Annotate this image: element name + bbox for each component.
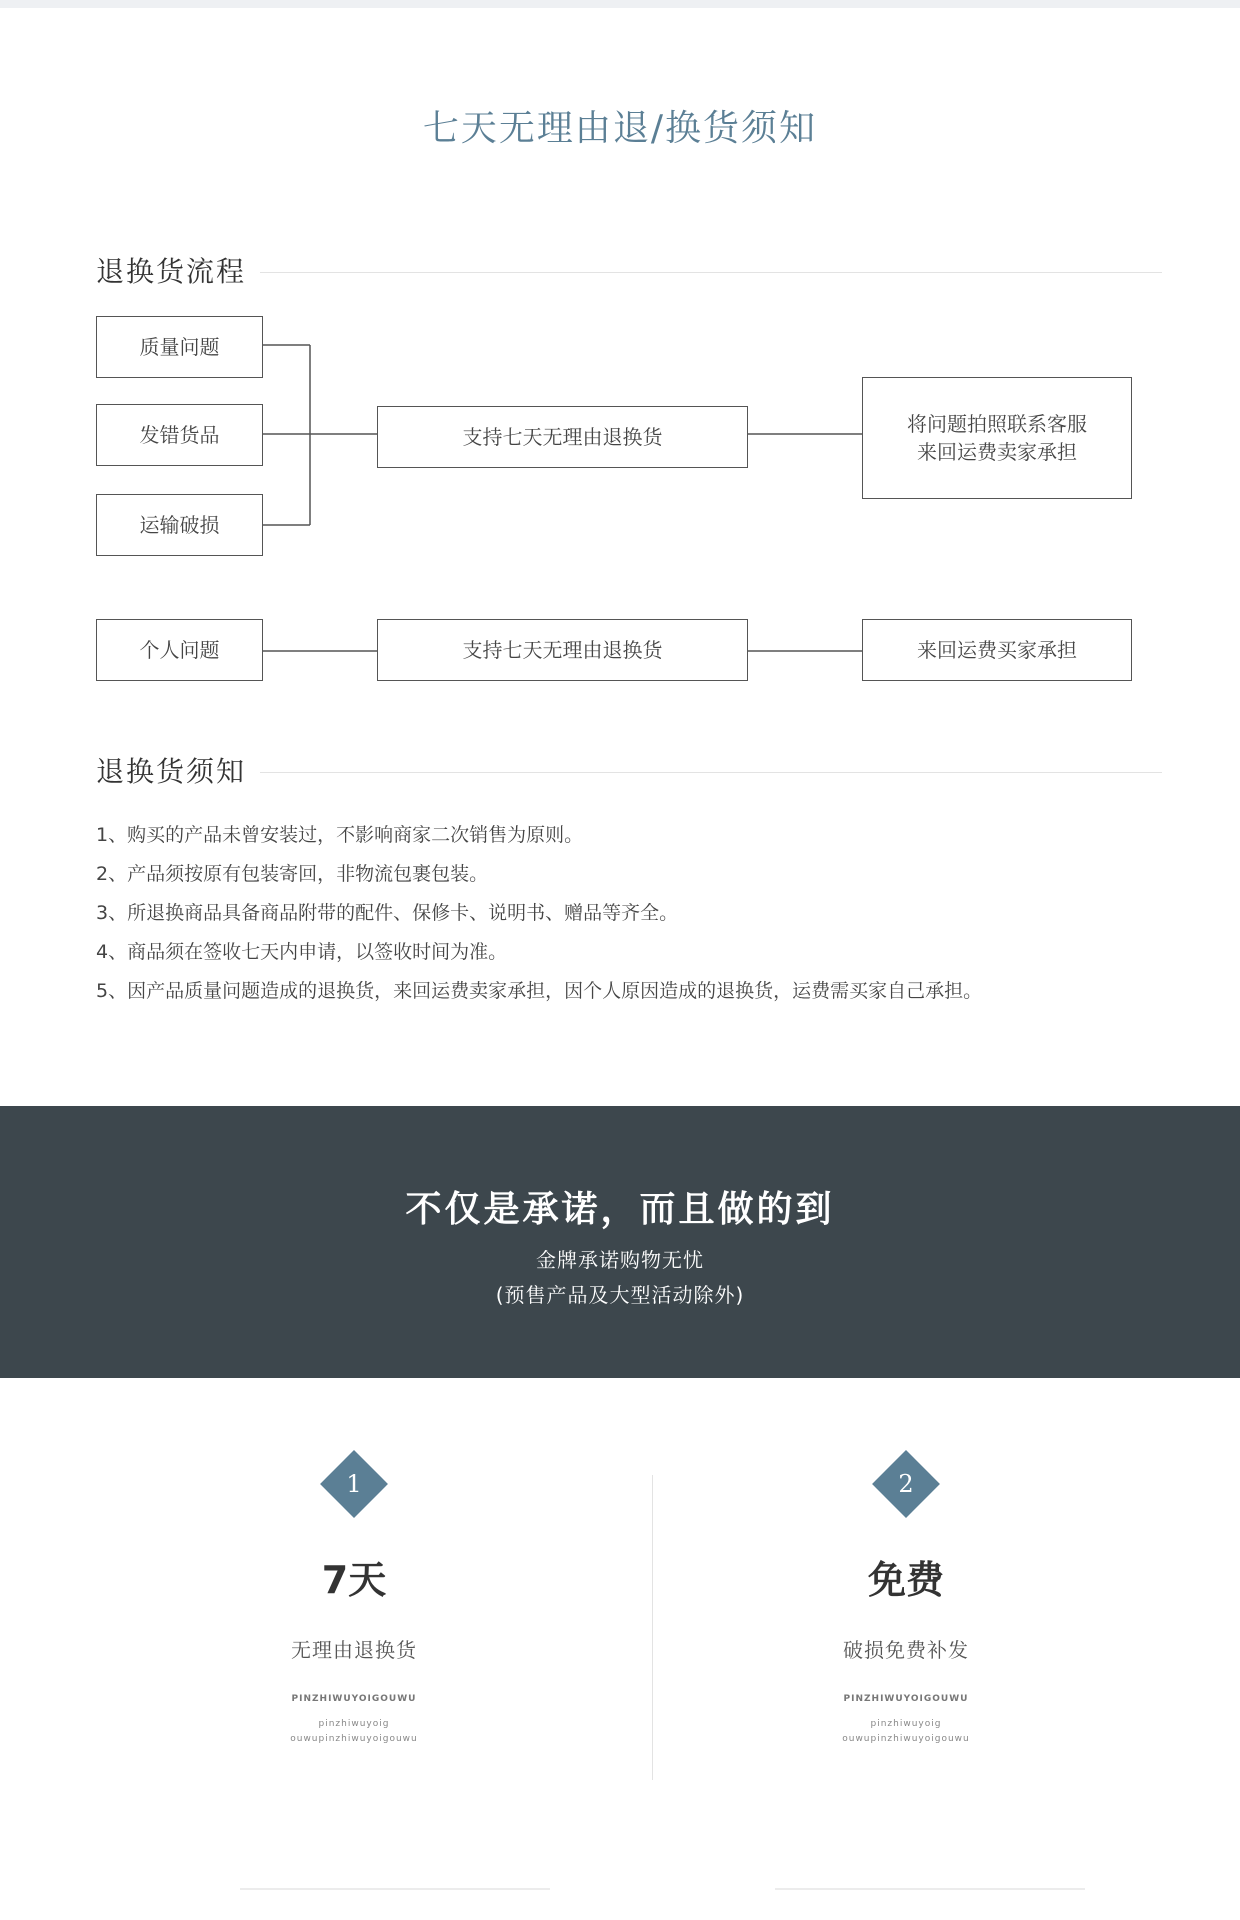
banner-title: 不仅是承诺，而且做的到 xyxy=(405,1189,835,1230)
cause-label: 质量问题 xyxy=(139,335,220,359)
notice-item: 2、产品须按原有包装寄回，非物流包裹包装。 xyxy=(96,863,489,885)
flow-heading-text: 退换货流程 xyxy=(96,252,260,292)
cause-box-personal xyxy=(96,619,263,681)
badge-number: 2 xyxy=(898,1470,914,1498)
cause-box-quality xyxy=(96,316,263,378)
bottom-divider xyxy=(775,1888,1085,1890)
policy-box xyxy=(377,406,748,468)
cause-label: 发错货品 xyxy=(139,423,220,447)
promise-banner xyxy=(0,1106,1240,1378)
result-line: 来回运费卖家承担 xyxy=(917,440,1077,464)
banner-subtitle: 金牌承诺购物无忧 xyxy=(536,1248,704,1272)
feature-divider xyxy=(652,1475,653,1780)
notice-item: 4、商品须在签收七天内申请，以签收时间为准。 xyxy=(96,941,508,963)
banner-note: (预售产品及大型活动除外) xyxy=(495,1283,745,1307)
bottom-divider xyxy=(240,1888,550,1890)
result-label: 来回运费买家承担 xyxy=(917,638,1077,662)
notice-item: 1、购买的产品未曾安装过，不影响商家二次销售为原则。 xyxy=(96,824,584,846)
notice-heading-text: 退换货须知 xyxy=(96,752,260,792)
policy-box xyxy=(377,619,748,681)
policy-label: 支持七天无理由退换货 xyxy=(462,638,663,662)
feature-caption: pinzhiwuyoig xyxy=(870,1719,942,1729)
number-badge xyxy=(872,1450,940,1518)
cause-label: 个人问题 xyxy=(139,638,220,662)
feature-caption: ouwupinzhiwuyoigouwu xyxy=(842,1734,970,1744)
result-box xyxy=(862,619,1132,681)
feature-caption: PINZHIWUYOIGOUWU xyxy=(843,1694,969,1704)
result-box xyxy=(862,377,1132,499)
feature-subtitle: 破损免费补发 xyxy=(843,1638,969,1662)
cause-label: 运输破损 xyxy=(139,513,220,537)
cause-box-wrong-item xyxy=(96,404,263,466)
result-line: 将问题拍照联系客服 xyxy=(907,412,1087,436)
feature-card-2 xyxy=(706,1450,1106,1750)
notice-item: 5、因产品质量问题造成的退换货，来回运费卖家承担，因个人原因造成的退换货，运费需买家自己承担。 xyxy=(96,980,983,1002)
policy-label: 支持七天无理由退换货 xyxy=(462,425,663,449)
feature-card-1 xyxy=(154,1450,554,1750)
badge-number: 1 xyxy=(346,1470,362,1498)
feature-title: 7天 xyxy=(321,1558,387,1602)
notice-list xyxy=(96,816,1176,1011)
notice-item: 3、所退换商品具备商品附带的配件、保修卡、说明书、赠品等齐全。 xyxy=(96,902,679,924)
feature-caption: ouwupinzhiwuyoigouwu xyxy=(290,1734,418,1744)
notice-section-heading xyxy=(96,752,1162,792)
feature-caption: pinzhiwuyoig xyxy=(318,1719,390,1729)
cause-box-damage xyxy=(96,494,263,556)
feature-title: 免费 xyxy=(867,1558,944,1602)
feature-caption: PINZHIWUYOIGOUWU xyxy=(291,1694,417,1704)
feature-subtitle: 无理由退换货 xyxy=(291,1638,417,1662)
number-badge xyxy=(320,1450,388,1518)
page-title: 七天无理由退/换货须知 xyxy=(422,108,818,149)
